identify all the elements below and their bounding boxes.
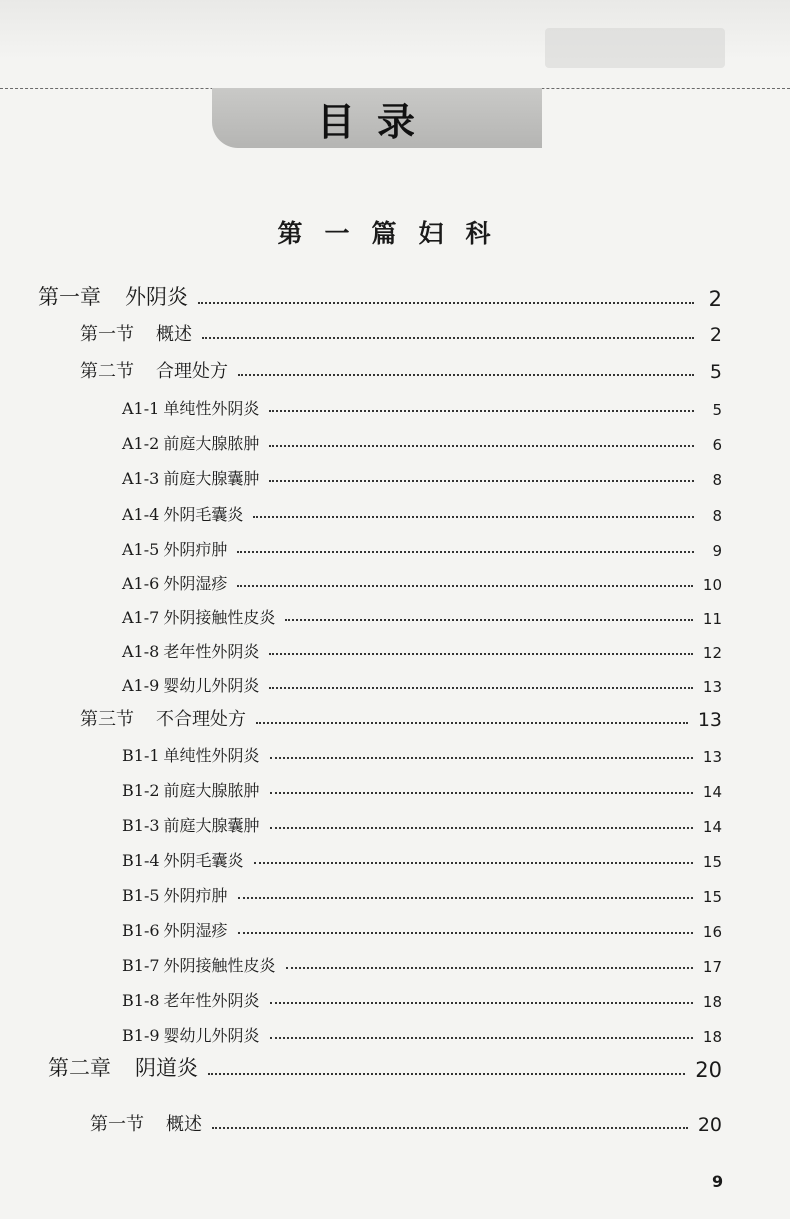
toc-item-row[interactable]: [122, 843, 722, 871]
toc-entry-number: 第三节: [80, 709, 134, 730]
toc-item-row[interactable]: [122, 948, 722, 976]
toc-page-number: 2: [708, 287, 722, 311]
dot-leader: [270, 1002, 693, 1004]
toc-entry-title: 合理处方: [156, 361, 228, 382]
toc-entry-label: [122, 813, 260, 836]
toc-entry-title: 外阴炎: [125, 285, 188, 309]
dot-leader: [270, 827, 693, 829]
dot-leader: [198, 302, 694, 304]
toc-entry-label: [122, 953, 276, 976]
toc-page-number: 14: [702, 818, 722, 836]
toc-entry-label: [122, 537, 227, 560]
part-label: 第一篇: [277, 219, 419, 248]
toc-entry-title: 概述: [156, 324, 192, 345]
toc-entry-label: [122, 988, 260, 1011]
toc-entry-number: 第一节: [90, 1114, 144, 1135]
toc-page-number: 8: [712, 471, 722, 489]
dot-leader: [212, 1127, 688, 1129]
toc-entry-title: 阴道炎: [135, 1056, 198, 1080]
toc-entry-title: 婴幼儿外阴炎: [163, 1026, 260, 1045]
toc-section-row[interactable]: [80, 355, 722, 383]
toc-page-number: 13: [697, 709, 722, 731]
toc-entry-label: [122, 605, 275, 628]
toc-page-number: 18: [702, 993, 722, 1011]
toc-entry-label: [80, 705, 246, 731]
toc-page-number: 13: [702, 748, 722, 766]
toc-entry-label: [122, 1023, 260, 1046]
part-name: 妇科: [418, 219, 513, 248]
toc-entry-code: B1-2: [122, 781, 160, 800]
toc-entry-title: 不合理处方: [156, 709, 246, 730]
toc-item-row[interactable]: [122, 497, 722, 525]
toc-entry-title: 外阴毛囊炎: [163, 505, 244, 524]
toc-page-number: 5: [709, 361, 722, 383]
toc-item-row[interactable]: [122, 391, 722, 419]
toc-item-row[interactable]: [122, 668, 722, 696]
toc-item-row[interactable]: [122, 773, 722, 801]
toc-entry-code: B1-9: [122, 1026, 160, 1045]
toc-entry-code: B1-3: [122, 816, 160, 835]
toc-entry-label: [122, 743, 260, 766]
toc-entry-title: 外阴毛囊炎: [163, 851, 244, 870]
dot-leader: [256, 722, 688, 724]
dot-leader: [270, 757, 693, 759]
toc-page-number: 18: [702, 1028, 722, 1046]
toc-entry-label: [122, 778, 260, 801]
toc-entry-title: 外阴疖肿: [163, 886, 228, 905]
toc-entry-number: 第二章: [48, 1056, 111, 1080]
toc-entry-label: [122, 571, 227, 594]
dot-leader: [202, 337, 694, 339]
toc-page-number: 2: [709, 324, 722, 346]
toc-page-number: 10: [702, 576, 722, 594]
toc-entry-number: 第二节: [80, 361, 134, 382]
toc-entry-code: A1-3: [122, 469, 160, 488]
toc-entry-title: 外阴湿疹: [163, 921, 228, 940]
toc-entry-code: A1-6: [122, 574, 160, 593]
toc-entry-title: 前庭大腺囊肿: [163, 816, 260, 835]
toc-section-row[interactable]: [80, 703, 722, 731]
toc-item-row[interactable]: [122, 532, 722, 560]
toc-entry-label: [80, 320, 192, 346]
toc-entry-title: 单纯性外阴炎: [163, 746, 260, 765]
dot-leader: [269, 653, 693, 655]
dot-leader: [208, 1073, 685, 1075]
bleed-through-tab: [545, 28, 725, 68]
toc-item-row[interactable]: [122, 738, 722, 766]
toc-entry-title: 概述: [166, 1114, 202, 1135]
toc-entry-label: [122, 431, 259, 454]
toc-entry-code: B1-5: [122, 886, 160, 905]
toc-entry-number: 第一章: [38, 285, 101, 309]
toc-entry-code: B1-7: [122, 956, 160, 975]
dot-leader: [269, 480, 694, 482]
toc-entry-code: B1-4: [122, 851, 160, 870]
dot-leader: [238, 932, 693, 934]
toc-entry-label: [122, 639, 259, 662]
page-title: 目录: [316, 99, 437, 144]
toc-entry-title: 前庭大腺脓肿: [163, 434, 260, 453]
toc-page-number: 15: [702, 853, 722, 871]
toc-page-number: 17: [702, 958, 722, 976]
dot-leader: [270, 1037, 693, 1039]
toc-page-number: 13: [702, 678, 722, 696]
page-number: 9: [712, 1172, 724, 1191]
toc-page-number: 20: [697, 1114, 722, 1136]
toc-entry-label: [80, 357, 228, 383]
toc-item-row[interactable]: [122, 426, 722, 454]
toc-entry-title: 婴幼儿外阴炎: [163, 676, 260, 695]
dot-leader: [254, 862, 693, 864]
toc-item-row[interactable]: [122, 913, 722, 941]
toc-entry-code: A1-4: [122, 505, 160, 524]
toc-section-row[interactable]: [80, 318, 722, 346]
toc-entry-label: [122, 848, 244, 871]
toc-entry-label: [90, 1110, 202, 1136]
toc-entry-code: A1-7: [122, 608, 160, 627]
dot-leader: [285, 619, 693, 621]
toc-entry-title: 前庭大腺囊肿: [163, 469, 260, 488]
toc-entry-title: 单纯性外阴炎: [163, 399, 260, 418]
toc-item-row[interactable]: [122, 878, 722, 906]
toc-item-row[interactable]: [122, 1018, 722, 1046]
dot-leader: [269, 687, 693, 689]
toc-page-number: 11: [702, 610, 722, 628]
toc-page-number: 8: [712, 507, 722, 525]
toc-chapter-row[interactable]: [48, 1054, 722, 1082]
toc-item-row[interactable]: [122, 808, 722, 836]
toc-entry-label: [122, 502, 243, 525]
toc-entry-label: [122, 918, 228, 941]
toc-entry-code: A1-9: [122, 676, 160, 695]
toc-page-number: 5: [712, 401, 722, 419]
toc-entry-label: [38, 281, 188, 311]
toc-entry-title: 外阴接触性皮炎: [163, 608, 276, 627]
toc-entry-label: [122, 466, 259, 489]
toc-entry-title: 外阴疖肿: [163, 540, 228, 559]
toc-item-row[interactable]: [122, 634, 722, 662]
toc-entry-number: 第一节: [80, 324, 134, 345]
toc-item-row[interactable]: [122, 566, 722, 594]
dot-leader: [238, 374, 694, 376]
toc-entry-code: B1-1: [122, 746, 160, 765]
toc-entry-title: 外阴接触性皮炎: [163, 956, 276, 975]
dot-leader: [269, 445, 694, 447]
toc-page-number: 6: [712, 436, 722, 454]
toc-page-number: 15: [702, 888, 722, 906]
dot-leader: [270, 792, 693, 794]
toc-entry-title: 老年性外阴炎: [163, 991, 260, 1010]
toc-entry-code: B1-6: [122, 921, 160, 940]
toc-entry-code: A1-1: [122, 399, 160, 418]
toc-item-row[interactable]: [122, 461, 722, 489]
toc-page-number: 16: [702, 923, 722, 941]
toc-item-row[interactable]: [122, 983, 722, 1011]
toc-entry-label: [122, 396, 259, 419]
dot-leader: [253, 516, 694, 518]
toc-entry-code: B1-8: [122, 991, 160, 1010]
dot-leader: [269, 410, 694, 412]
dot-leader: [286, 967, 693, 969]
toc-entry-title: 外阴湿疹: [163, 574, 228, 593]
toc-page-number: 14: [702, 783, 722, 801]
dot-leader: [237, 585, 693, 587]
dot-leader: [238, 897, 693, 899]
part-heading: [0, 214, 790, 250]
toc-section-row[interactable]: [90, 1108, 722, 1136]
toc-entry-code: A1-5: [122, 540, 160, 559]
toc-entry-label: [48, 1052, 198, 1082]
toc-page-number: 9: [712, 542, 722, 560]
toc-entry-title: 老年性外阴炎: [163, 642, 260, 661]
toc-chapter-row[interactable]: [38, 283, 722, 311]
toc-page-number: 20: [695, 1058, 722, 1082]
toc-entry-title: 前庭大腺脓肿: [163, 781, 260, 800]
toc-entry-label: [122, 673, 259, 696]
toc-item-row[interactable]: [122, 600, 722, 628]
dot-leader: [237, 551, 694, 553]
toc-entry-code: A1-2: [122, 434, 160, 453]
toc-entry-label: [122, 883, 228, 906]
toc-entry-code: A1-8: [122, 642, 160, 661]
toc-page-number: 12: [702, 644, 722, 662]
